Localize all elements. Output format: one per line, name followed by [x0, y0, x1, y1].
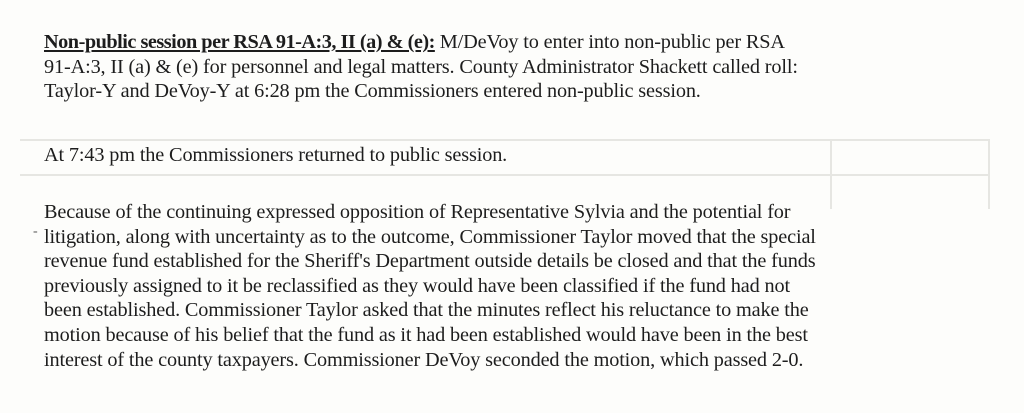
text-line: M/DeVoy to enter into non-public per RSA — [434, 31, 785, 53]
motion-paragraph — [44, 200, 816, 372]
return-paragraph — [44, 143, 507, 168]
text-line: revenue fund established for the Sheriff's Department outside details be closed and that the funds — [44, 250, 816, 273]
scan-mark: - — [33, 224, 38, 239]
bleed-through-line — [988, 139, 990, 209]
text-line: litigation, along with uncertainty as to the outcome, Commissioner Taylor moved that the special — [44, 225, 816, 248]
text-line: 91-A:3, II (a) & (e) for personnel and legal matters. County Administrator Shackett called roll: — [44, 55, 798, 78]
bleed-through-line — [20, 174, 990, 176]
text-line: been established. Commissioner Taylor asked that the minutes reflect his reluctance to make the — [44, 299, 809, 322]
nonpublic-session-heading: Non-public session per RSA 91-A:3, II (a) & (e): — [44, 31, 435, 53]
text-line: motion because of his belief that the fund as it had been established would have been in the best — [44, 323, 808, 346]
bleed-through-line — [830, 139, 832, 209]
text-line: interest of the county taxpayers. Commissioner DeVoy seconded the motion, which passed 2-0. — [44, 348, 804, 371]
text-line: At 7:43 pm the Commissioners returned to public session. — [44, 144, 508, 166]
text-line: Taylor-Y and DeVoy-Y at 6:28 pm the Commissioners entered non-public session. — [44, 80, 701, 103]
nonpublic-session-paragraph — [44, 30, 798, 104]
text-line: Because of the continuing expressed opposition of Representative Sylvia and the potential for — [44, 201, 791, 223]
text-line: previously assigned to it be reclassified as they would have been classified if the fund had not — [44, 274, 790, 297]
bleed-through-line — [20, 139, 990, 141]
